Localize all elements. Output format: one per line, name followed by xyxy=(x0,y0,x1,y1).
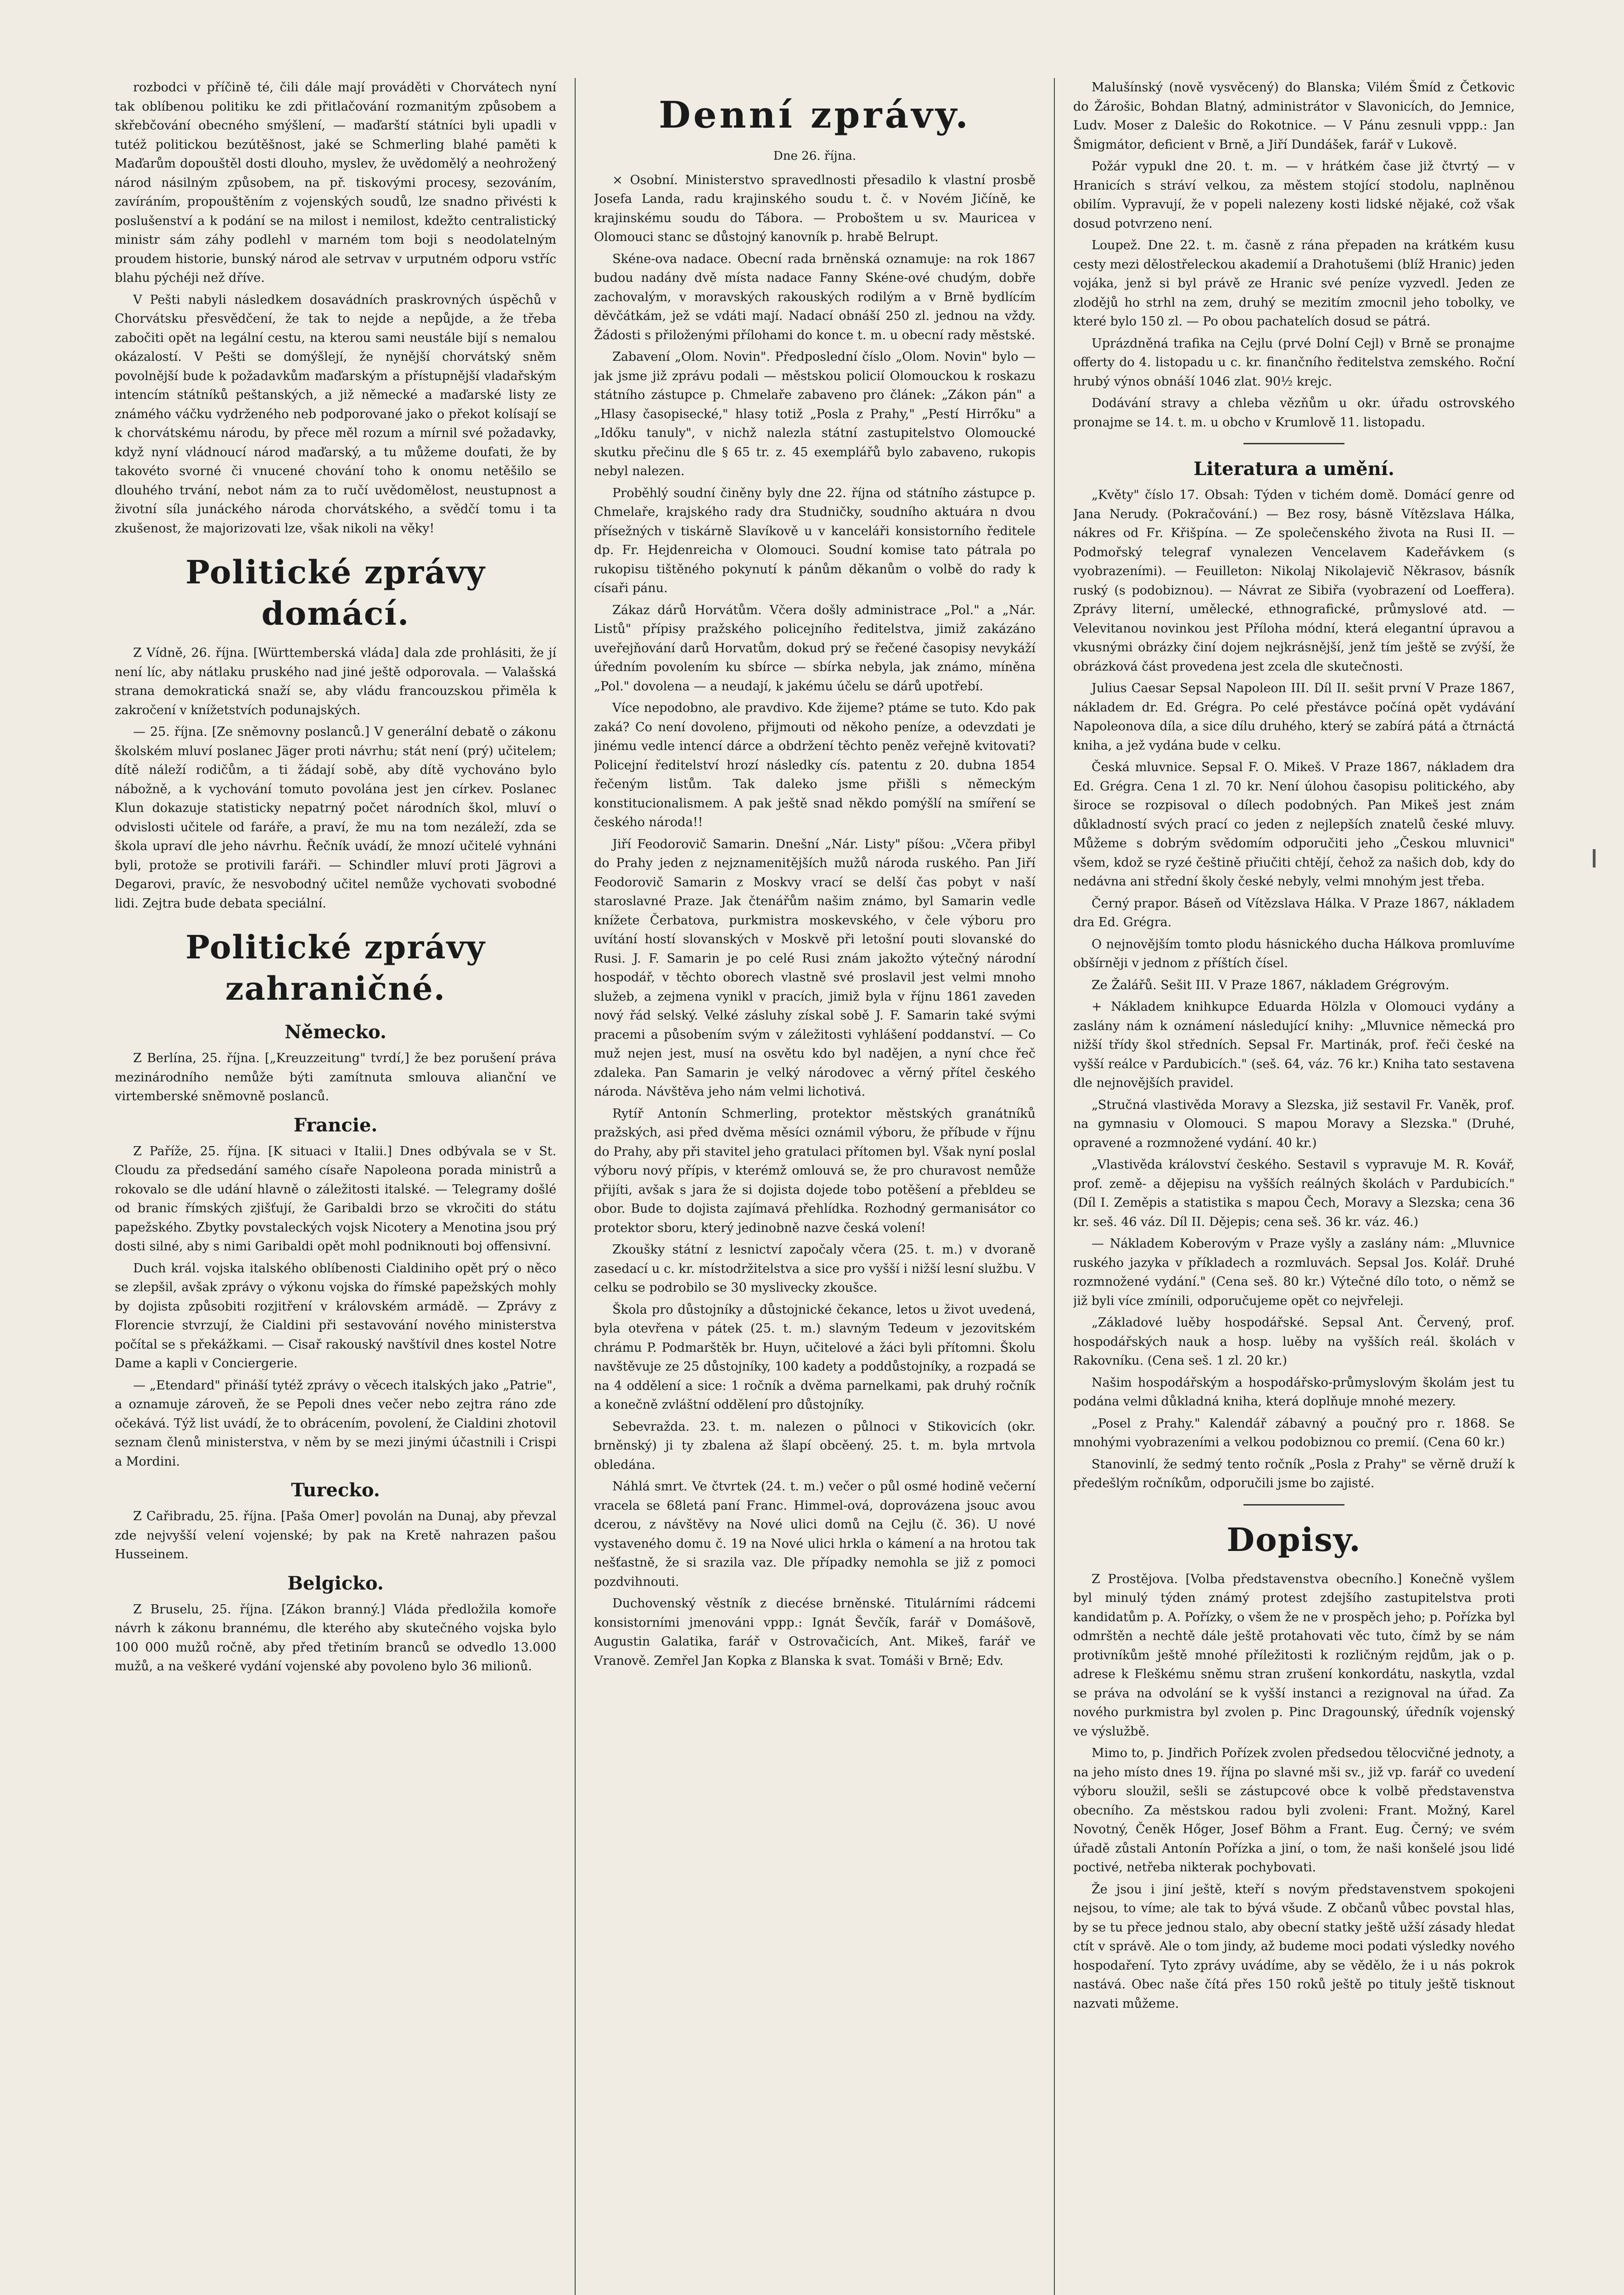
column-left xyxy=(115,78,556,2295)
news-item: Škola pro důstojníky a důstojnické čekance, letos u život uvedená, byla otevřena v pátek (25. t. m.) slavným Tedeum v jezovitském chrámu P. Podmarštěk br. Huyn, učitelové a žáci byli přítomni. Školu navštěvuje ze 25 důstojníky, 100 kadety a poddůstojníky, a rozpadá se na 4 oddělení a sice: 1 ročník a dvěma parnelkami, pak druhý ročník a konečně zvláštní oddělení pro důstojníky. xyxy=(594,1302,1036,1412)
review-paragraph: — Nákladem Koberovým v Praze vyšly a zaslány nám: „Mluvnice ruského jazyka v příkladech a rozmluvách. Sepsal Jos. Kolář. Druhé rozmnožené vydání." (Cena seš. 80 kr.) Výtečné dílo toto, o němž se již byli více zmínili, odporučujeme opět co nejvřeleji. xyxy=(1073,1237,1515,1308)
section-rule xyxy=(1243,1504,1344,1506)
section-heading-literature: Literatura a umění. xyxy=(1193,458,1394,480)
article-paragraph: Z Bruselu, 25. října. [Zákon branný.] Vláda předložila komoře návrh k zákonu brannému, dle kterého aby skutečného vojska bylo 100 000 mužů ročně, aby před třetiním branců se odvedlo 13.000 mužů, a na veškeré vydání vojenské aby povoleno bylo 36 milionů. xyxy=(115,1602,556,1674)
section-heading-foreign: Politické zprávy zahraničné. xyxy=(185,928,486,1008)
article-paragraph: Z Paříže, 25. října. [K situaci v Italii.] Dnes odbývala se v St. Cloudu za předsedání samého císaře Napoleona porada ministrů a rokovalo se dle udání hlavně o záležitosti italské. — Telegramy došlé od branic římských zjišťují, že Garibaldi brzo se vkročiti do státu papežského. Zbytky povstaleckých vojsk Nicotery a Menotina jsou prý dosti silné, aby s nimi Garibaldi opět mohl podniknouti boj offensivní. xyxy=(115,1144,556,1254)
review-paragraph: „Stručná vlastivěda Moravy a Slezska, již sestavil Fr. Vaněk, prof. na gymnasiu v Olomouci. S mapou Moravy a Slezska." (Druhé, opravené a rozmnožené vydání. 40 kr.) xyxy=(1073,1097,1515,1150)
review-paragraph: Černý prapor. Báseň od Vítězslava Hálka. V Praze 1867, nákladem dra Ed. Grégra. xyxy=(1073,896,1515,929)
column-middle xyxy=(594,78,1036,2295)
news-item: Proběhlý soudní činěny byly dne 22. října od státního zástupce p. Chmelaře, krajského rady dra Studničky, soudního aktuára n dvou přísežných v tiskárně Slavíkově u v kanceláři konsistorního ředitele dp. Fr. Hejdenreicha v Olomouci. Soudní komise tato pátrala po rukopisu tištěného pokynutí k pánům děkanům o volbě do rady k císaři pánu. xyxy=(594,486,1036,595)
news-item: Zkoušky státní z lesnictví započaly včera (25. t. m.) v dvoraně zasedací u c. kr. místodržitelstva a sice pro vyšší i nižší lesní službu. V celku se podrobilo se 30 myslivecky zkoušce. xyxy=(594,1243,1036,1295)
article-paragraph: Z Berlína, 25. října. [„Kreuzzeitung" tvrdí,] že bez porušení práva mezinárodního nemůže býti zamítnuta smlouva alianční ve virtemberské sněmovně poslanců. xyxy=(115,1051,556,1103)
newspaper-page xyxy=(115,78,1515,2295)
dateline: Dne 26. října. xyxy=(773,149,857,163)
article-paragraph: — 25. října. [Ze sněmovny poslanců.] V generální debatě o zákonu školském mluví poslanec Jäger proti návrhu; stát není (prý) učitelem; dítě náleží rodičům, a ti žádají sobě, aby dítě vychováno bylo nábožně, a k vychování tomuto povolána jest jen církev. Poslanec Klun dokazuje statisticky nepatrný počet národních škol, mluví o odvislosti učitele od faráře, a praví, že mu na tom nezáleží, zda se škola upraví dle jeho návrhu. Řečník uvádí, že mnozí učitelé vyhnáni byli, protože se protivili faráři. — Schindler mluví proti Jägrovi a Degarovi, pravíc, že nesvobodný učitel nemůže vychovati svobodné lidi. Zejtra bude debata speciální. xyxy=(115,725,556,911)
news-item: Požár vypukl dne 20. t. m. — v hrátkém čase již čtvrtý — v Hranicích s stráví velkou, za městem stojící stodolu, naplněnou obilím. Vypravují, že v popeli nalezeny kosti lidské nějaké, což však dosud potvrzeno není. xyxy=(1073,159,1515,231)
country-heading: Francie. xyxy=(293,1114,378,1136)
news-item: Skéne-ova nadace. Obecní rada brněnská oznamuje: na rok 1867 budou nadány dvě místa nadace Fanny Skéne-ové chudým, dobře zachovalým, v moravských rakouských rodilým a v Brně bydlícím děvčátkám, jež se vdáti mají. Nadací obnáší 250 zl. jednou na vždy. Žádosti s přiloženými přílohami do konce t. m. u obecní rady městské. xyxy=(594,252,1036,342)
article-paragraph: Duch král. vojska italského oblíbenosti Cialdiniho opět prý o něco se zlepšil, avšak zprávy o výkonu vojska do římské papežských mohly by dojista způsobiti rozjitření v královském armádě. — Zprávy z Florencie stvrzují, že Cialdini při sestavování nového ministerstva počítal se s překážkami. — Cisař rakouský navštívil dnes kostel Notre Dame a kapli v Conciergerie. xyxy=(115,1261,556,1371)
article-paragraph: rozbodci v příčině té, čili dále mají prováděti v Chorvátech nyní tak oblíbenou politiku ke zdi přitlačování rozmanitým způsobem a skřebčování obecného smýšlení, — maďarští státníci byli upadli v tutéž politickou bezútěšnost, jaké se Schmerling blahé paměti k Maďarům dopouštěl dosti dlouho, myslev, že uvědomělý a neohrožený národ násilným způsobem, na př. tiskovými procesy, sezováním, zavíráním, propouštěním z vojenských soudů, lze snadno přivésti k poslušenství a k podání se na milost i nemilost, kdežto centralistický ministr sám záhy podlehl v marném tom boji s neodolatelným proudem historie, bunský národ ale setrvav v urputném odporu vstříc blahu pýchéji než dříve. xyxy=(115,80,556,285)
article-paragraph: — „Etendard" přináší tytéž zprávy o věcech italských jako „Patrie", a oznamuje zároveň, že se Pepoli dnes večer nebo zejtra ráno zde očekává. Týž list uvádí, že to obrácením, povolení, že Cialdini zhotovil seznam členů ministerstva, v něm by se mezi jinými účastnili i Crispi a Mordini. xyxy=(115,1378,556,1469)
news-item: Loupež. Dne 22. t. m. časně z rána přepaden na krátkém kusu cesty mezi dělostřeleckou akademií a Drahotušemi (blíž Hranic) jeden vojáka, jenž si byl právě ze Hranic své peníze vyzvedl. Jeden ze zlodějů ho strhl na zem, druhý se mezitím zmocnil jeho tobolky, ve které bylo 150 zl. — Po obou pachatelích dosud se pátrá. xyxy=(1073,238,1515,329)
review-paragraph: Ze Žalářů. Sešit III. V Praze 1867, nákladem Grégrovým. xyxy=(1092,978,1450,992)
news-item: Duchovenský věstník z diecése brněnské. Titulárními rádcemi konsistorními jmenováni vppp.: Ignát Ševčík, farář v Domášově, Augustin Galatika, farář v Ostrovačicích, Ant. Mikeš, farář ve Vranově. Zemřel Jan Kopka z Blanska k svat. Tomáši v Brně; Edv. xyxy=(594,1596,1036,1668)
news-item: Dodávání stravy a chleba vězňům u okr. úřadu ostrovského pronajme se 14. t. m. u obcho v Krumlově 11. listopadu. xyxy=(1073,396,1515,430)
article-paragraph: V Pešti nabyli následkem dosavádních praskrovných úspěchů v Chorvátsku přesvědčení, že tak to nejde a nepůjde, a že třeba zabočiti opět na legální cestu, na kterou sami neustále bijí s nemalou okázalostí. V Pešti se domýšlejí, že nynější chorvátský sněm povolnější bude k požadavkům maďarským a přístupnější vladařským intencím státníků peštanských, a již německé a maďarské listy ze známého váčku vydrženého neb podporované jako o překot kolísají se k chorvátskému národu, by přece měl rozum a mírnil své požadavky, když nyní vládnoucí národ maďarský, a tu můžeme doufati, že by takovéto svorné či vnucené chování toho k onomu netěšilo se dlouhého trvání, nebot nám za to ručí uvědomělost, neustupnost a životní síla junáckého národa chorvátského, a svědčí tomu i ta zkušenost, že majorizovati lze, však nikoli na věky! xyxy=(115,292,556,536)
news-item: Zabavení „Olom. Novin". Předposlední číslo „Olom. Novin" bylo — jak jsme již zprávu podali — městskou policií Olomouckou k roskazu státního zástupce p. Chmelaře zabaveno pro článek: „Zákon pán" a „Hlasy časopisecké," hlasy totiž „Posla z Prahy," „Pestí Hirrőku" a „Időku tanuly", v nichž nalezla státní zastupitelstvo Olomoucké skutku přečinu dle § 65 tr. z. 45 exemplářů bylo zabaveno, rukopis nebyl nalezen. xyxy=(594,350,1036,478)
section-heading-domestic: Politické zprávy domácí. xyxy=(185,553,486,633)
article-paragraph: Z Cařibradu, 25. října. [Paša Omer] povolán na Dunaj, aby převzal zde nejvyšší velení vojenské; by pak na Kretě nahrazen pašou Husseinem. xyxy=(115,1509,556,1562)
news-item: Jiří Feodorovič Samarin. Dnešní „Nár. Listy" píšou: „Včera přibyl do Prahy jeden z nejznamenitějších mužů národa ruského. Pan Jiří Feodorovič Samarin z Moskvy vrací se delší čas pobyt v naší staroslavné Praze. Jak čtenářům našim známo, byl Samarin vedle knížete Čerbatova, purkmistra moskevského, v čele výboru pro uvítání hostí slovanských v Moskvě při letošní pouti slovanské do Rusi. J. F. Samarin je po celé Rusi znám jakožto výtečný národní hospodář, v těchto oborech vlastně své proslavil jest velmi mnoho služeb, a zejmena vynikl v pracích, jimiž byla v říjnu 1861 zaveden nový řád selský. Velké zásluhy získal sobě J. F. Samarin také svými pracemi a působením svým v záležitosti vyhlášení poddanství. — Co muž nejen jest, musí na osvětu kdo byl nadějen, a nyní chce řeč zdaleka. Pan Samarin je velký národovec a věrný přítel českého národa. Návštěva jeho nám velmi lichotivá. xyxy=(594,837,1036,1099)
news-item: Rytíř Antonín Schmerling, protektor městských granátníků pražských, asi před dvěma měsíci oznámil výboru, že příbude v říjnu do Prahy, aby při stavitel jeho gratulaci přítomen byl. Však nyní poslal výboru nový přípis, v kterémž omlouvá se, že pro churavost nemůže přijíti, avšak s jara že si dojista dojede tobo potěšení a přebldeu se obor. Bude to dojista zajímavá přehlídka. Rozhodný germanisátor co protektor sboru, který jedinobně nazve česká volení! xyxy=(594,1106,1036,1235)
review-paragraph: „Květy" číslo 17. Obsah: Týden v tichém domě. Domácí genre od Jana Nerudy. (Pokračování.) — Bez rosy, básně Vítězslava Hálka, nákres od Fr. Křišpína. — Ze společenského života na Rusi II. — Podmořský telegraf vynalezen Vencelavem Kadeřávkem (s vyobrazeními). — Feuilleton: Nikolaj Nikolajevič Někrasov, básník ruský (s podobiznou). — Návrat ze Sibiřa (vyobrazení od Loeffera). Zprávy literní, umělecké, ethnografické, průmyslové atd. — Velevitanou novinkou jest Příloha módní, která elegantní úpravou a vkusnými obrázky činí dojem nejkrásnější, jenž tím ještě se zvýší, že obrázková část provedena jest zcela dle skutečnosti. xyxy=(1073,488,1515,674)
review-paragraph: + Nákladem knihkupce Eduarda Hölzla v Olomouci vydány a zaslány nám k oznámení následující knihy: „Mluvnice německá pro nižší třídy škol středních. Sepsal Fr. Martinák, prof. řeči české na vyšší reálce v Pardubicích." (seš. 64, váz. 76 kr.) Kniha tato sestavena dle nejnovějších pravidel. xyxy=(1073,1000,1515,1090)
column-right xyxy=(1073,78,1515,2295)
section-heading-daily-news: Denní zprávy. xyxy=(659,93,971,136)
letter-paragraph: Z Prostějova. [Volba představenstva obecního.] Konečně vyšlem byl minulý týden známý protest zdejšího zastupitelstva proti kandidatům p. A. Pořízky, o všem že ne v prospěch jeho; p. Pořízka byl odmrštěn a nechtě dále ještě protahovati věc tuto, čímž by se nám protivníkům ještě mnohé příležitosti k rozličným rejdům, jak o p. adrese k Fleškému sněmu stran zrušení konkordátu, naskytla, vzdal se práva na odvolání se k vyšší instanci a rezignoval na úřad. Za nového purkmistra byl zvolen p. Pinc Dragounský, úředník vojenský ve výslužbě. xyxy=(1073,1572,1515,1739)
review-paragraph: „Posel z Prahy." Kalendář zábavný a poučný pro r. 1868. Se mnohými vyobrazeními a velkou podobiznou co premií. (Cena 60 kr.) xyxy=(1073,1416,1515,1450)
review-paragraph: Julius Caesar Sepsal Napoleon III. Díl II. sešit první V Praze 1867, nákladem dr. Ed. Grégra. Po celé přestávce počíná opět vydávání Napoleonova díla, a sice dílu druhého, který se zabírá pátá a čtrnáctá kniha, a jež vydána bude v celku. xyxy=(1073,681,1515,753)
margin-mark xyxy=(1593,849,1596,868)
section-heading-letters: Dopisy. xyxy=(1226,1520,1361,1559)
review-paragraph: Stanovinlí, že sedmý tento ročník „Posla z Prahy" se věrně druží k předešlým ročníkům, odporučili jsme bo zajisté. xyxy=(1073,1457,1515,1490)
news-item: Zákaz dárů Horvátům. Včera došly administrace „Pol." a „Nár. Listů" přípisy pražského policejního ředitelstva, jimiž zakázáno uveřejňování darů Horvatům, dokud prý se řečené časopisy nevykáží úředním povolením ku sbírce — sbírka nebyla, jak známo, míněna „Pol." dovolena — a neudají, k jakému účelu se dárů upotřebí. xyxy=(594,603,1036,694)
country-heading: Belgicko. xyxy=(287,1572,384,1594)
country-heading: Německo. xyxy=(285,1021,386,1043)
news-item: × Osobní. Ministerstvo spravedlnosti přesadilo k vlastní prosbě Josefa Landa, radu krajinského soudu t. č. v Novém Jičíně, ke krajinskému soudu do Tábora. — Proboštem u sv. Mauricea v Olomouci stanc se důstojný kanovník p. hrabě Belrupt. xyxy=(594,173,1036,244)
review-paragraph: „Základové luěby hospodářské. Sepsal Ant. Červený, prof. hospodářských nauk a hosp. luěby na vyšších reál. školách v Rakovníku. (Cena seš. 1 zl. 20 kr.) xyxy=(1073,1315,1515,1368)
news-item: Náhlá smrt. Ve čtvrtek (24. t. m.) večer o půl osmé hodině večerní vracela se 68letá paní Franc. Himmel-ová, doprovázena jsouc avou dcerou, z návštěvy na Nové ulici domů na Cejlu (č. 36). U nové vystaveného domu č. 19 na Nové ulici hrkla o kámení a na hrotou tak nešťastně, že si srazila vaz. Dle případky nemohla se již z pomoci pozdvihnouti. xyxy=(594,1479,1036,1589)
column-divider xyxy=(575,78,576,2295)
section-rule xyxy=(1243,443,1344,444)
review-paragraph: Česká mluvnice. Sepsal F. O. Mikeš. V Praze 1867, nákladem dra Ed. Grégra. Cena 1 zl. 70 kr. Není úlohou časopisu politického, aby široce se rozpisoval o dílech podobných. Pan Mikeš jest znám důkladností svých prací co jeden z nejlepších znatelů české mluvy. Můžeme s dobrým svědomím odporučiti jeho „Českou mluvnici" všem, kdož se ryzé češtině přiučiti chtějí, čehož za našich dob, kdy do nedávna ani střední školy české nebyly, velmi mnohým jest třeba. xyxy=(1073,760,1515,889)
column-divider xyxy=(1054,78,1055,2295)
country-heading: Turecko. xyxy=(291,1479,380,1501)
news-item: Uprázdněná trafika na Cejlu (prvé Dolní Cejl) v Brně se pronajme offerty do 4. listopadu u c. kr. finančního ředitelstva zemského. Roční hrubý výnos obnáší 1046 zlat. 90½ krejc. xyxy=(1073,336,1515,389)
review-paragraph: „Vlastivěda království českého. Sestavil s vypravuje M. R. Kovář, prof. země- a dějepisu na vyšších reálných školách v Pardubicích." (Díl I. Zeměpis a statistika s mapou Čech, Moravy a Slezska; cena 36 kr. seš. 46 váz. Díl II. Dějepis; cena seš. 36 kr. váz. 46.) xyxy=(1073,1158,1515,1229)
news-item: Malušínský (nově vysvěcený) do Blanska; Vilém Šmíd z Četkovic do Žárošic, Bohdan Blatný, administrátor v Slavonicích, do Jemnice, Ludv. Moser z Dalešic do Rokotnice. — V Pánu zesnuli vppp.: Jan Šmigmátor, deficient v Brně, a Jiří Dundášek, farář v Lukově. xyxy=(1073,80,1515,152)
article-paragraph: Z Vídně, 26. října. [Württemberská vláda] dala zde prohlásiti, že jí není líc, aby nátlaku pruského nad jiné ještě odporovala. — Valašská strana demokratická snaží se, aby vládu francouzskou přiměla k zakročení v knížetstvích podunajských. xyxy=(115,646,556,717)
news-item: Sebevražda. 23. t. m. nalezen o půlnoci v Stikovicích (okr. brněnský) ji ty zbalena až šlapí obcěený. 25. t. m. byla mrtvola obledána. xyxy=(594,1419,1036,1472)
news-item: Více nepodobno, ale pravdivo. Kde žijeme? ptáme se tuto. Kdo pak zaká? Co není dovoleno, přijmouti od někoho peníze, a odevzdati je jinému vedle intencí dárce a obdržení těchto peněz veřejně kvitovati? Policejní ředitelství hrozí následky cís. patentu z 20. dubna 1854 řečeným listům. Tak daleko jsme přišli s německým konstitucionalismem. A pak ještě snad někdo pomýšlí na smíření se českého národa!! xyxy=(594,701,1036,829)
review-paragraph: Našim hospodářským a hospodářsko-průmyslovým školám jest tu podána velmi důkladná kniha, která doplňuje mnohé mezery. xyxy=(1073,1375,1515,1409)
letter-paragraph: Mimo to, p. Jindřich Pořízek zvolen předsedou tělocvičné jednoty, a na jeho místo dnes 19. října po slavné mši sv., již vp. farář co uvedení výboru sloužil, sešli se zástupcové obce k volbě představenstva obecního. Za městskou radou byli zvoleni: Frant. Možný, Karel Novotný, Čeněk Hőger, Josef Böhm a Frant. Eug. Černý; ve svém úřadě zůstali Antonín Pořízka a jiní, o tom, že naši konšelé jsou lidé poctivé, netřeba nikterak pochybovati. xyxy=(1073,1746,1515,1875)
review-paragraph: O nejnovějším tomto plodu hásnického ducha Hálkova promluvíme obšírněji v jednom z příštích čísel. xyxy=(1073,937,1515,970)
letter-paragraph: Že jsou i jiní ještě, kteří s novým představenstvem spokojeni nejsou, to víme; ale tak to bývá všude. Z občanů vůbec povstal hlas, by se tu přece jednou stalo, aby obecní statky ještě užší zásady hledat ctít v správě. Ale o tom jindy, až budeme moci podati výsledky nového hospodaření. Tyto zprávy uvádíme, aby se vědělo, že i u nás pokrok nastává. Obec naše čítá přes 150 roků ještě po tituly ještě tisknout nazvati můžeme. xyxy=(1073,1882,1515,2011)
